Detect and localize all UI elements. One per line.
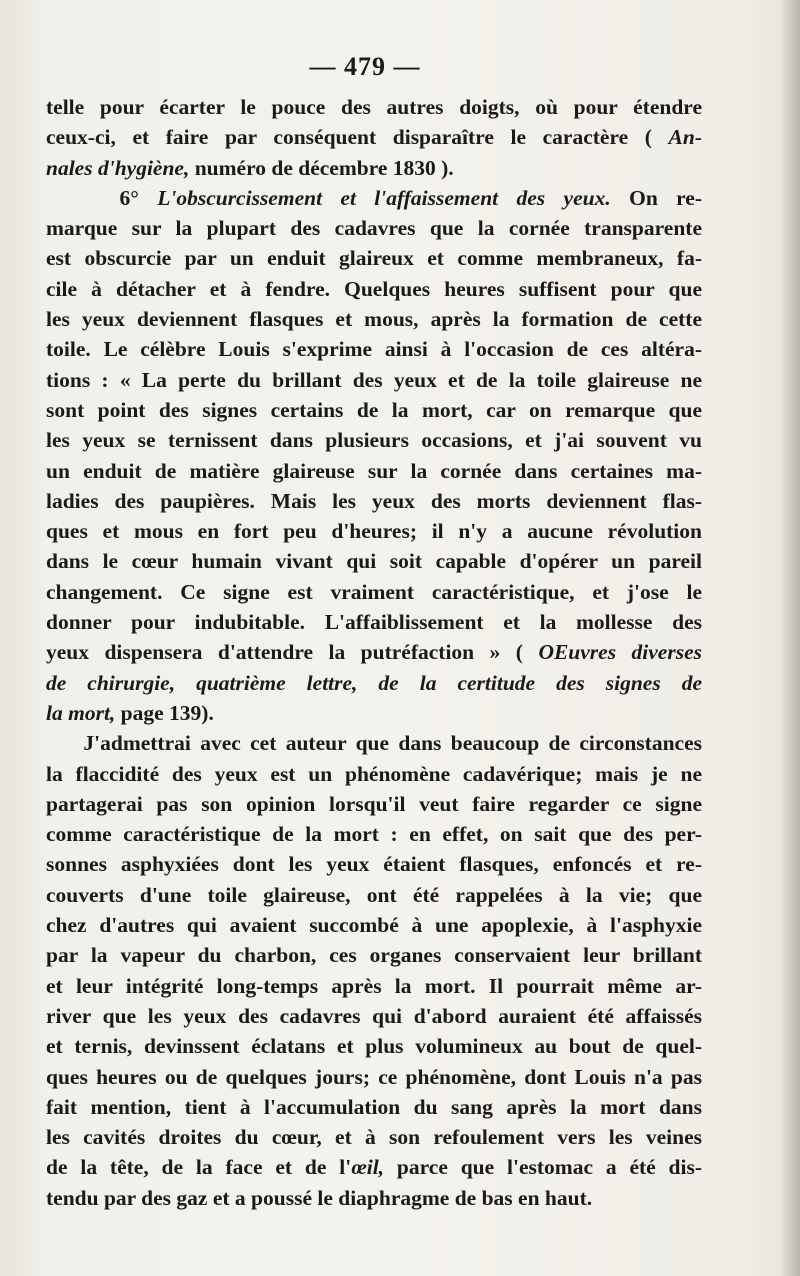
text-line: comme caractéristique de la mort : en effet, on sait que des per- [46,822,702,847]
text-line: par la vapeur du charbon, ces organes conservaient leur brillant [46,943,702,968]
text-line: sonnes asphyxiées dont les yeux étaient flasques, enfoncés et re- [46,852,702,877]
text-line: ques heures ou de quelques jours; ce phénomène, dont Louis n'a pas [46,1064,702,1089]
text-line: toile. Le célèbre Louis s'exprime ainsi à l'occasion de ces altéra- [46,337,702,362]
text-line: partagerai pas son opinion lorsqu'il veut faire regarder ce signe [46,791,702,816]
text-line: changement. Ce signe est vraiment caractéristique, et j'ose le [46,579,702,604]
text-line: chez d'autres qui avaient succombé à une apoplexie, à l'asphyxie [46,913,702,938]
text-line: les cavités droites du cœur, et à son refoulement vers les veines [46,1125,702,1150]
text-line: de la tête, de la face et de l'œil, parce que l'estomac a été dis- [46,1155,702,1180]
text-line: 6° L'obscurcissement et l'affaissement des yeux. On re- [46,185,702,210]
page-shadow [780,0,800,1276]
text-line: est obscurcie par un enduit glaireux et comme membraneux, fa- [46,246,702,271]
text-line: un enduit de matière glaireuse sur la cornée dans certaines ma- [46,458,702,483]
text-line: J'admettrai avec cet auteur que dans beaucoup de circonstances [46,731,702,756]
text-line: les yeux deviennent flasques et mous, après la formation de cette [46,307,702,332]
text-line: yeux dispensera d'attendre la putréfaction » ( OEuvres diverses [46,640,702,665]
text-line: la flaccidité des yeux est un phénomène cadavérique; mais je ne [46,761,702,786]
text-line: la mort, page 139). [46,700,214,725]
text-line: ceux-ci, et faire par conséquent disparaître le caractère ( An- [46,125,702,150]
text-line: tendu par des gaz et a poussé le diaphragme de bas en haut. [46,1185,593,1210]
text-line: telle pour écarter le pouce des autres doigts, où pour étendre [46,95,702,119]
text-line: dans le cœur humain vivant qui soit capable d'opérer un pareil [46,549,702,574]
text-line: cile à détacher et à fendre. Quelques heures suffisent pour que [46,276,702,301]
text-line: ladies des paupières. Mais les yeux des morts deviennent flas- [46,488,702,513]
text-line: fait mention, tient à l'accumulation du sang après la mort dans [46,1094,702,1119]
body-text [46,92,702,1213]
text-line: les yeux se ternissent dans plusieurs occasions, et j'ai souvent vu [46,428,702,453]
text-line: et leur intégrité long-temps après la mort. Il pourrait même ar- [46,973,702,998]
text-line: donner pour indubitable. L'affaiblissement et la mollesse des [46,610,702,635]
text-line: couverts d'une toile glaireuse, ont été rappelées à la vie; que [46,882,702,907]
text-line: sont point des signes certains de la mort, car on remarque que [46,397,702,422]
text-line: ques et mous en fort peu d'heures; il n'y a aucune révolution [46,519,702,544]
page-number: — 479 — [309,52,421,81]
text-line: nales d'hygiène, numéro de décembre 1830 ). [46,155,454,180]
text-line: marque sur la plupart des cadavres que la cornée transparente [46,216,702,241]
text-line: tions : « La perte du brillant des yeux et de la toile glaireuse ne [46,367,702,392]
text-line: et ternis, devinssent éclatans et plus volumineux au bout de quel- [46,1034,702,1059]
text-line: de chirurgie, quatrième lettre, de la certitude des signes de [46,670,702,695]
text-line: river que les yeux des cadavres qui d'abord auraient été affaissés [46,1003,702,1028]
